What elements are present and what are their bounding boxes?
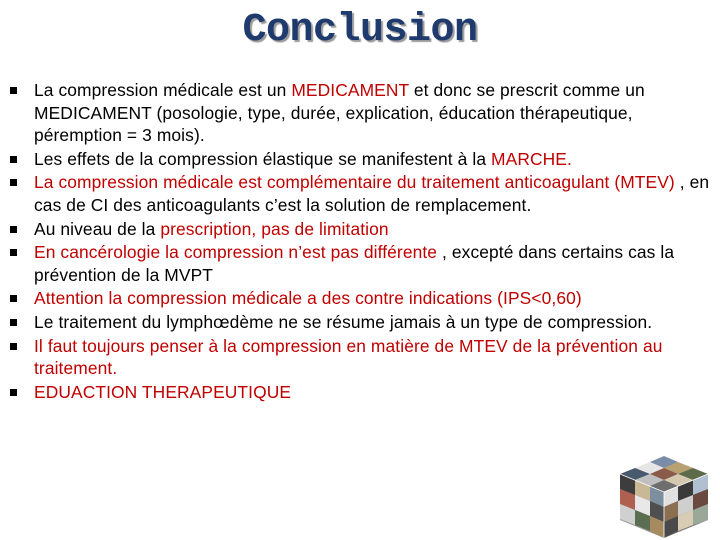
bullet-text: et donc se prescrit comme un MEDICAMENT (posologie, type, durée, explication, éducation thérapeutique, péremption = 3 mois). [34,80,645,146]
bullet-highlight: EDUACTION THERAPEUTIQUE [34,381,292,402]
bullet-highlight: En cancérologie la compression n’est pas différente [34,242,438,263]
bullet-highlight: MARCHE. [491,148,572,169]
square-bullet-icon [10,319,17,326]
square-bullet-icon [10,179,17,186]
square-bullet-icon [10,389,17,396]
bullet-item-education [10,381,720,404]
bullet-highlight: MEDICAMENT [291,80,409,100]
bullet-text: Les effets de la compression élastique se manifestent à la [34,148,492,169]
square-bullet-icon [10,295,17,302]
bullet-text: , excepté dans certains cas la prévention de la MVPT [34,242,675,285]
square-bullet-icon [10,343,17,350]
bullet-item-contre-indications [10,287,720,310]
bullet-text: Au niveau de la [34,218,161,239]
bullet-list [10,79,720,404]
bullet-item-medicament [10,79,720,147]
slide-title: Conclusion [242,8,478,53]
bullet-item-marche [10,148,720,171]
bullet-item-anticoagulant [10,171,720,216]
bullet-item-mtev [10,335,720,380]
bullet-text: Le traitement du lymphœdème ne se résume jamais à un type de compression. [34,311,653,332]
square-bullet-icon [10,87,17,94]
square-bullet-icon [10,249,17,256]
photo-cube-icon [614,454,714,540]
square-bullet-icon [10,226,17,233]
square-bullet-icon [10,156,17,163]
bullet-item-prescription [10,218,720,241]
bullet-highlight: prescription, pas de limitation [160,218,389,239]
bullet-highlight: Attention la compression médicale a des contre indications (IPS<0,60) [34,288,582,309]
bullet-highlight: La compression médicale est complémentaire du traitement anticoagulant (MTEV) [34,172,675,193]
bullet-text: , en cas de CI des anticoagulants c’est la solution de remplacement. [34,172,710,215]
bullet-text: La compression médicale est un [34,80,292,100]
bullet-item-cancerologie [10,241,720,286]
bullet-item-lymphoedeme [10,311,720,334]
bullet-highlight: Il faut toujours penser à la compression en matière de MTEV de la prévention au traitement. [34,335,663,379]
